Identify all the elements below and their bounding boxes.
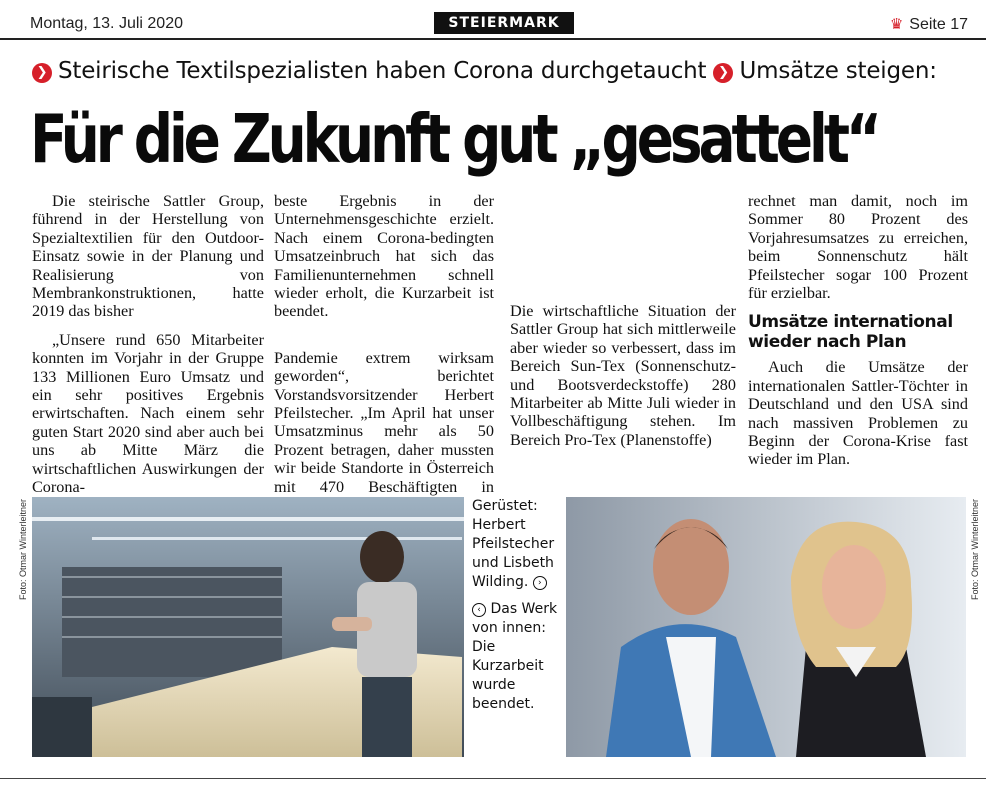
crown-icon: ♛ (889, 16, 904, 33)
arrow-right-icon: ❯ (32, 63, 52, 83)
caption-factory-text: Das Werk von innen: Die Kurzarbeit wurde beendet. (472, 601, 558, 712)
article-paragraph: „Unsere rund 650 Mitarbeiter konnten im Vorjahr in der Gruppe 133 Millionen Euro Umsatz und ein sehr positives Ergebnis erwirtschaften. Nach einem sehr guten Start 2020 sind aber auch bei uns ab Mitte März die wirtschaftlichen Auswirkungen der Corona- (32, 330, 264, 497)
kicker-part1: Steirische Textilspezialisten haben Corona durchgetaucht (58, 58, 707, 84)
factory-photo-image (32, 497, 464, 757)
page-number-text: Seite 17 (909, 16, 968, 33)
article-column-2 (274, 192, 494, 515)
photo-captions (472, 497, 560, 722)
arrow-left-circle-icon: ‹ (472, 603, 486, 617)
issue-date: Montag, 13. Juli 2020 (30, 15, 183, 32)
kicker-part2: Umsätze steigen: (739, 58, 937, 84)
section-label: STEIERMARK (434, 12, 574, 34)
photo-credit-right: Foto: Otmar Winterleitner (970, 498, 980, 600)
arrow-right-circle-icon: › (533, 576, 547, 590)
article-paragraph: beste Ergebnis in der Unternehmensgeschichte erzielt. Nach einem Corona-bedingten Umsatzeinbruch hat sich das Familienunternehmen schnell wieder erholt, die Kurzarbeit ist beendet. (274, 192, 494, 321)
article-column-1 (32, 192, 264, 497)
caption-factory (472, 600, 560, 714)
caption-portrait (472, 497, 560, 592)
headline: Für die Zukunft gut „gesattelt“ (30, 100, 878, 178)
article-column-3 (510, 192, 736, 449)
article-paragraph: rechnet man damit, noch im Sommer 80 Prozent des Vorjahresumsatzes zu erreichen, beim Sonnenschutz hält Pfeilstecher sogar 100 Prozent für erzielbar. (748, 192, 968, 303)
article-paragraph: Die steirische Sattler Group, führend in der Herstellung von Spezialtextilien für den Outdoor-Einsatz sowie in der Planung und Realisierung von Membrankonstruktionen, hatte 2019 das bisher (32, 192, 264, 321)
header-rule (0, 38, 986, 40)
caption-portrait-text: Gerüstet: Herbert Pfeilstecher und Lisbeth Wilding. (472, 498, 555, 590)
article-subhead: Umsätze international wieder nach Plan (748, 312, 953, 353)
portrait-photo-image (566, 497, 966, 757)
arrow-right-icon: ❯ (713, 63, 733, 83)
page-number (890, 15, 968, 34)
factory-photo (32, 497, 464, 757)
article-paragraph: Die wirtschaftliche Situation der Sattler Group hat sich mittlerweile aber wieder so verbessert, dass im Bereich Sun-Tex (Sonnenschutz- und Bootsverdeckstoffe) 280 Mitarbeiter ab Mitte Juli wieder in Vollbeschäftigung stehen. Im Bereich Pro-Tex (Planenstoffe) (510, 302, 736, 449)
portrait-photo (566, 497, 966, 757)
article-paragraph: Auch die Umsätze der internationalen Sattler-Töchter in Deutschland und den USA sind nach massiven Problemen zu Beginn der Corona-Krise fast wieder im Plan. (748, 358, 968, 469)
article-column-4 (748, 192, 968, 469)
kicker (32, 58, 972, 84)
footer-rule (0, 778, 986, 779)
photo-credit-left: Foto: Otmar Winterleitner (18, 498, 28, 600)
article-paragraph: Pandemie extrem wirksam geworden“, berichtet Vorstandsvorsitzender Herbert Pfeilstecher. „Im April hat unser Umsatzminus mehr als 50 Prozent betragen, daher mussten wir beide Standorte in Österreich mit 470 Beschäftigten in (274, 348, 494, 496)
page-header (30, 12, 968, 38)
